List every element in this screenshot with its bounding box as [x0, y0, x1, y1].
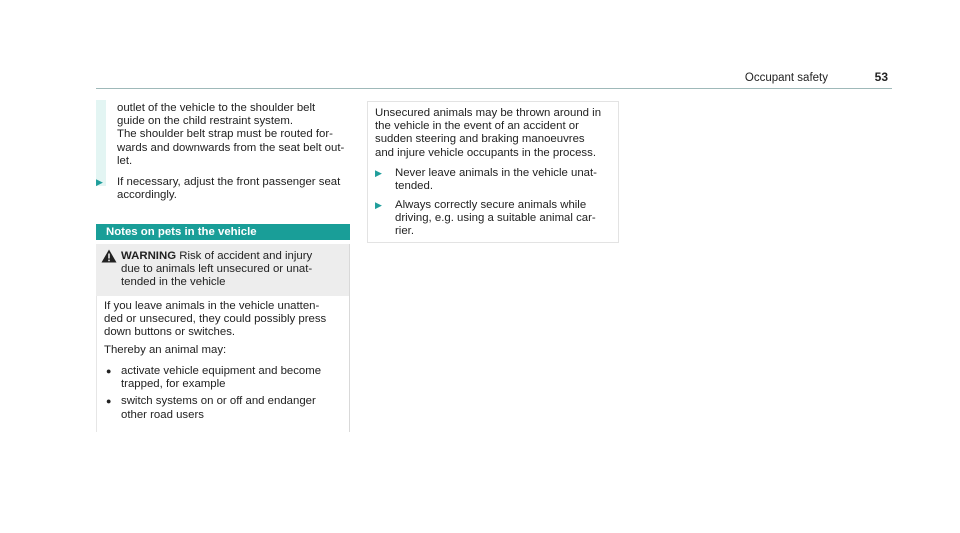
header-rule	[96, 88, 892, 89]
text-line: other road users	[121, 408, 204, 421]
continuation-paragraph	[117, 102, 349, 168]
warning-body	[104, 300, 344, 357]
text-line: ded or unsecured, they could possibly press	[104, 313, 327, 326]
text-line: If you leave animals in the vehicle unatten-	[104, 300, 320, 312]
instruction-step	[375, 199, 615, 239]
text-line: due to animals left unsecured or unat-	[121, 263, 313, 276]
text-line: rier.	[395, 225, 414, 238]
text-line: Never leave animals in the vehicle unat-	[395, 167, 597, 179]
bullet-dot-icon: ●	[106, 366, 112, 376]
bullet-list	[104, 365, 344, 422]
box-left-edge	[96, 296, 97, 432]
continuation-bar	[96, 100, 106, 186]
list-item	[104, 365, 344, 391]
text-line: Unsecured animals may be thrown around in	[375, 107, 602, 119]
text-line: If necessary, adjust the front passenger seat	[117, 176, 341, 188]
text-line: The shoulder belt strap must be routed for-	[117, 128, 333, 141]
text-line: tended.	[395, 180, 434, 193]
instruction-step	[96, 176, 352, 202]
warning-text	[121, 250, 346, 290]
text-line: outlet of the vehicle to the shoulder belt	[117, 102, 316, 114]
text-line: down buttons or switches.	[104, 326, 236, 339]
text-line: switch systems on or off and endanger	[121, 395, 316, 408]
section-heading: Notes on pets in the vehicle	[96, 224, 350, 240]
warning-first-line: Risk of accident and injury	[176, 250, 313, 262]
text-line: tended in the vehicle	[121, 276, 226, 289]
text-line: and injure vehicle occupants in the process.	[375, 146, 596, 159]
text-line: driving, e.g. using a suitable animal car-	[395, 212, 596, 225]
text-line: wards and downwards from the seat belt out-	[117, 141, 345, 154]
warning-label: WARNING	[121, 250, 177, 262]
page-number: 53	[874, 70, 888, 84]
list-item	[104, 395, 344, 421]
running-header-title: Occupant safety	[744, 72, 828, 84]
triangle-right-icon: ▶	[96, 177, 103, 187]
text-line: accordingly.	[117, 189, 177, 202]
warning-triangle-icon	[101, 249, 117, 263]
text-line: the vehicle in the event of an accident or	[375, 120, 579, 133]
text-line: trapped, for example	[121, 378, 226, 391]
instruction-step	[375, 167, 615, 193]
text-line: let.	[117, 154, 133, 167]
text-line: sudden steering and braking manoeuvres	[375, 133, 585, 146]
column2-paragraph	[375, 107, 613, 160]
text-line: Thereby an animal may:	[104, 343, 227, 356]
triangle-right-icon: ▶	[375, 200, 382, 210]
text-line: guide on the child restraint system.	[117, 115, 294, 128]
triangle-right-icon: ▶	[375, 168, 382, 178]
column-divider	[349, 244, 350, 432]
text-line: Always correctly secure animals while	[395, 199, 587, 211]
bullet-dot-icon: ●	[106, 396, 112, 407]
text-line: activate vehicle equipment and become	[121, 365, 322, 377]
